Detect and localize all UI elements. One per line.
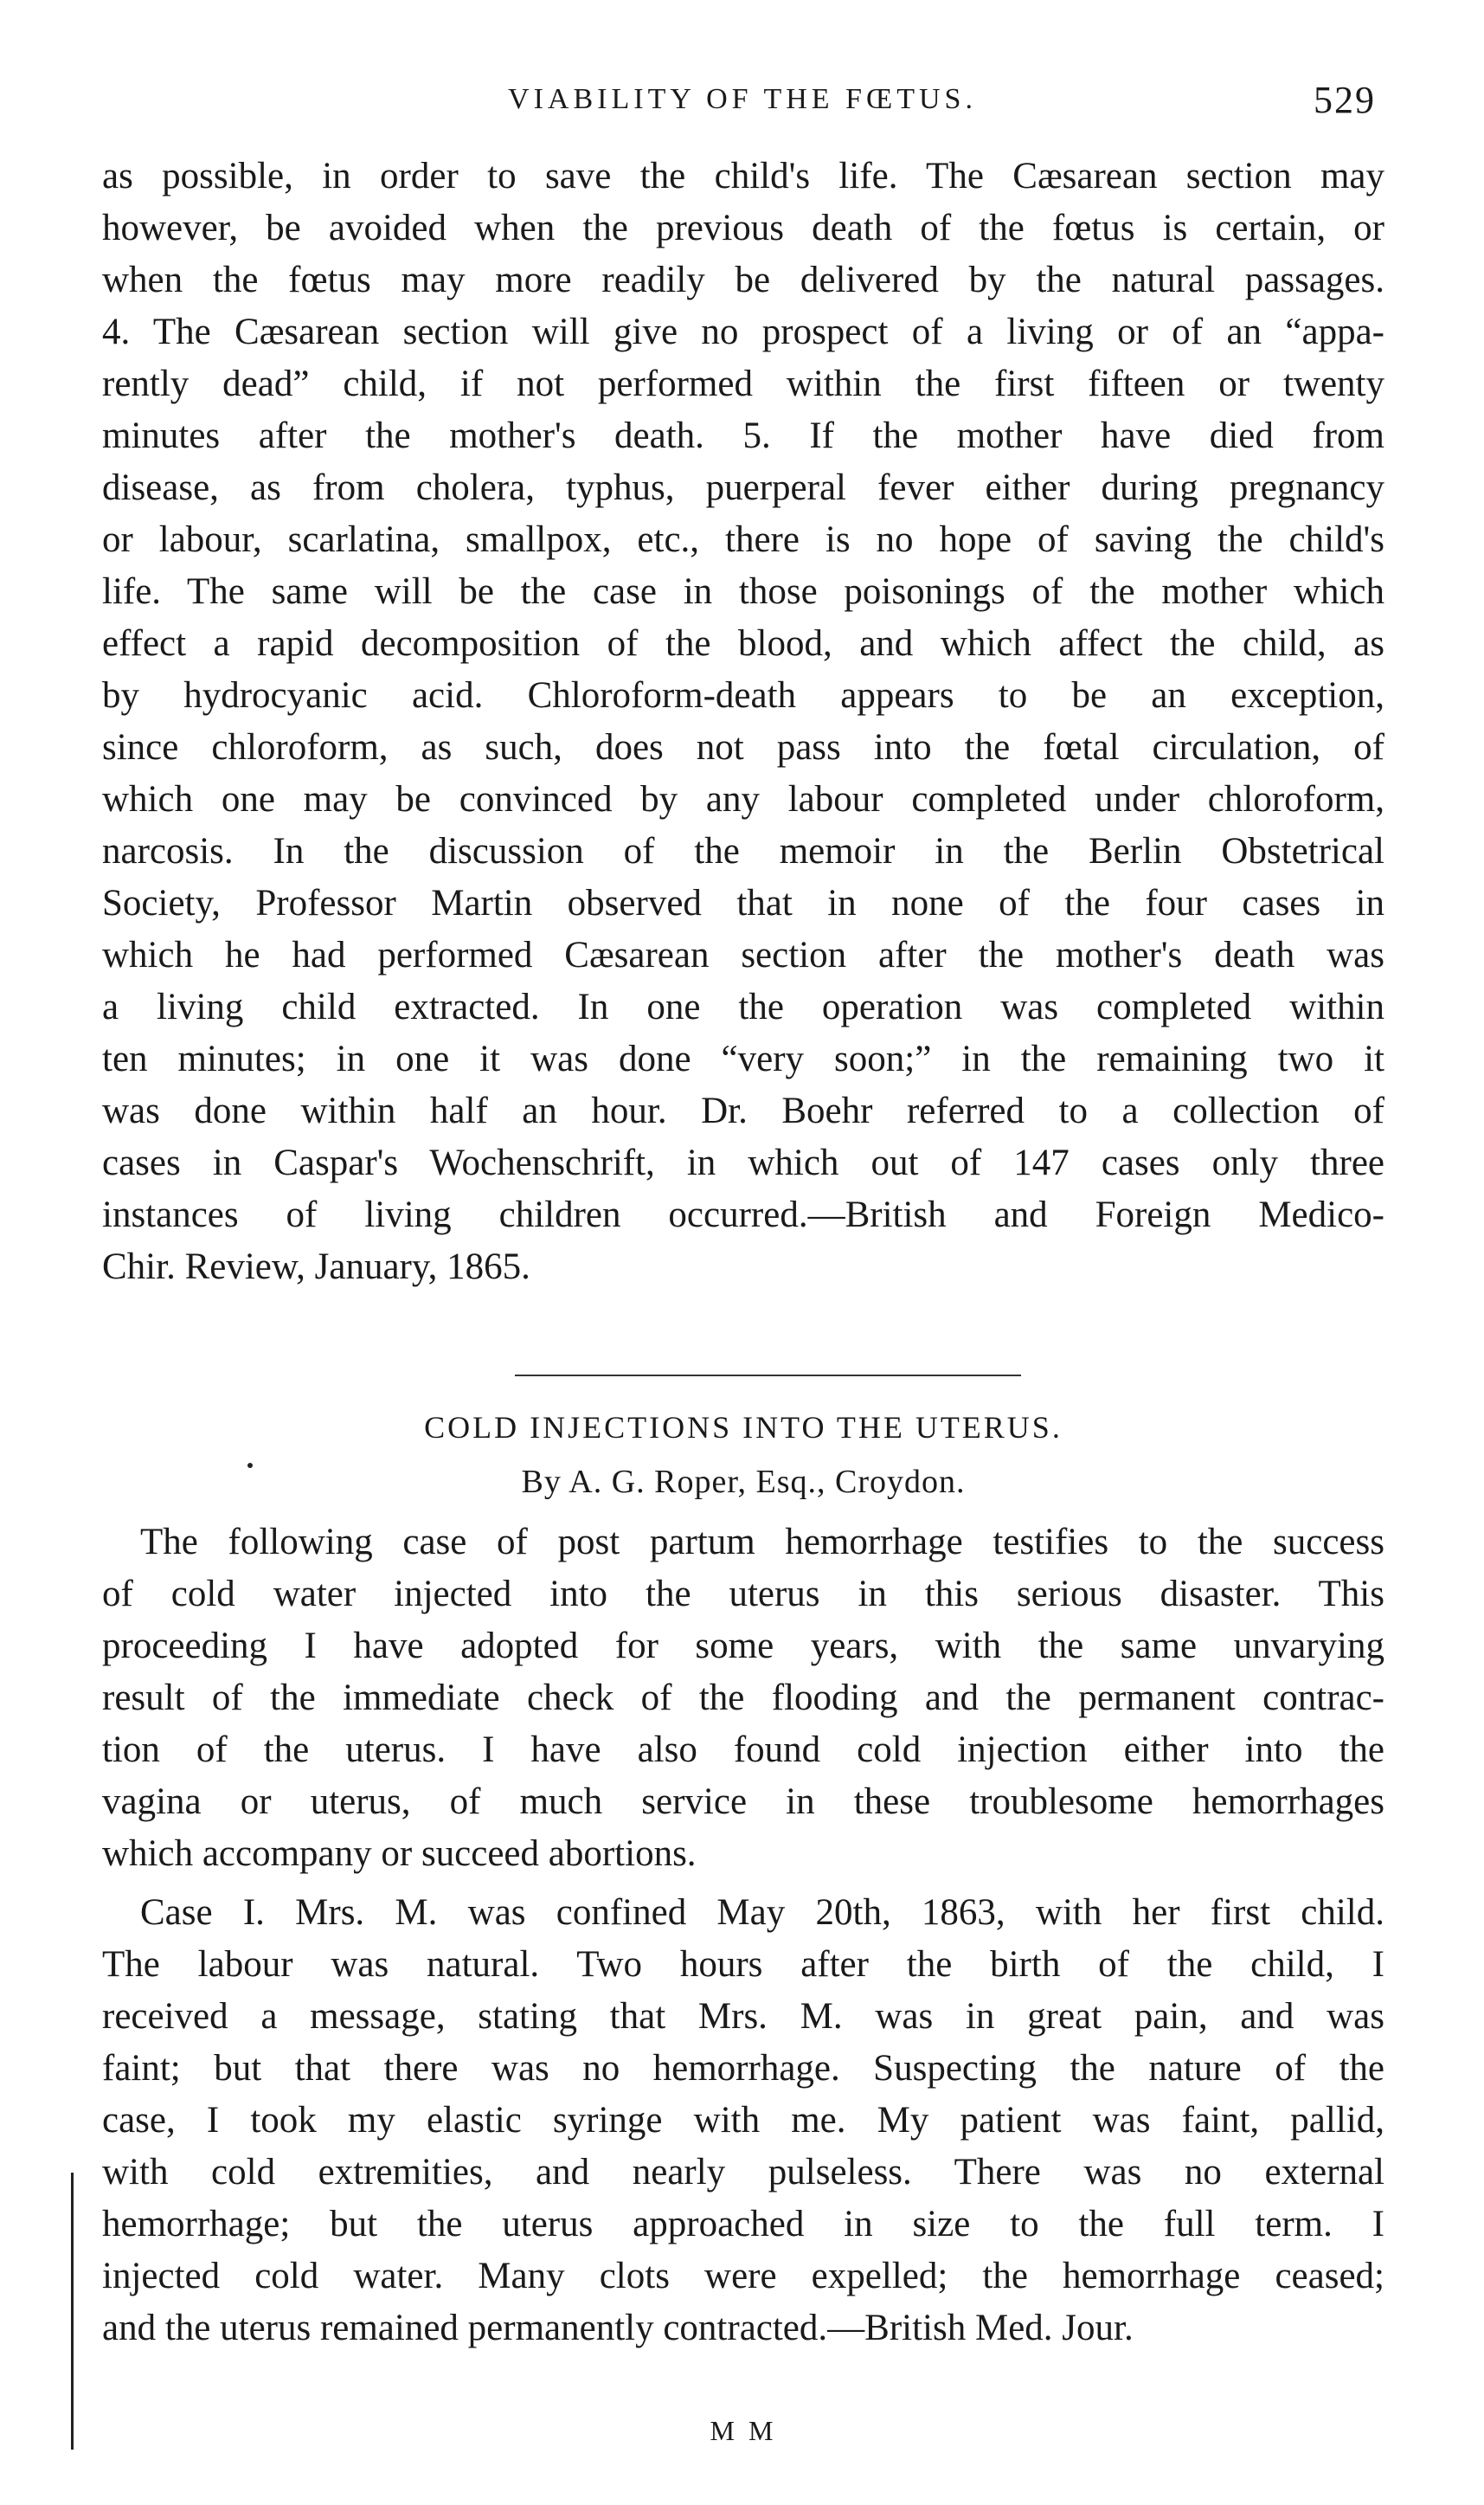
article-cold-injections-para1 [102,1517,1384,1880]
text-line: however, be avoided when the previous death of the fœtus is certain, or [102,208,1384,248]
text-line: ten minutes; in one it was done “very soon;” in the remaining two it [102,1039,1384,1079]
text-line: by hydrocyanic acid. Chloroform-death appears to be an exception, [102,675,1384,716]
page-number: 529 [1314,79,1376,121]
text-line: tion of the uterus. I have also found cold injection either into the [102,1729,1384,1770]
text-line: with cold extremities, and nearly pulseless. There was no external [102,2152,1384,2193]
text-line: a living child extracted. In one the operation was completed within [102,987,1384,1027]
text-line: which accompany or succeed abortions. [102,1833,697,1874]
text-line: 4. The Cæsarean section will give no prospect of a living or of an “appa- [102,312,1384,352]
text-line: instances of living children occurred.—British and Foreign Medico- [102,1195,1384,1235]
text-line: Society, Professor Martin observed that in none of the four cases in [102,883,1384,924]
text-line: when the fœtus may more readily be delivered by the natural passages. [102,260,1384,300]
section-title: COLD INJECTIONS INTO THE UTERUS. [424,1410,1063,1445]
text-line: received a message, stating that Mrs. M. was in great pain, and was [102,1996,1384,2037]
text-line: minutes after the mother's death. 5. If the mother have died from [102,415,1384,456]
article-cold-injections-case1 [102,1887,1384,2354]
text-line: faint; but that there was no hemorrhage. Suspecting the nature of the [102,2048,1384,2089]
text-line: hemorrhage; but the uterus approached in size to the full term. I [102,2204,1384,2244]
signature-mark: M M [710,2415,777,2446]
text-line: Chir. Review, January, 1865. [102,1246,530,1287]
text-line: disease, as from cholera, typhus, puerperal fever either during pregnancy [102,467,1384,508]
text-line: Case I. Mrs. M. was confined May 20th, 1863, with her first child. [140,1892,1384,1933]
text-line: vagina or uterus, of much service in these troublesome hemorrhages [102,1781,1384,1822]
article-viability-text [102,151,1384,1293]
text-line: and the uterus remained permanently contracted.—British Med. Jour. [102,2308,1134,2348]
text-line: injected cold water. Many clots were expelled; the hemorrhage ceased; [102,2256,1384,2296]
text-line: or labour, scarlatina, smallpox, etc., there is no hope of saving the child's [102,519,1384,560]
text-line: The following case of post partum hemorrhage testifies to the success [140,1522,1384,1562]
text-line: cases in Caspar's Wochenschrift, in which out of 147 cases only three [102,1143,1384,1183]
author-byline: By A. G. Roper, Esq., Croydon. [521,1464,966,1500]
text-line: life. The same will be the case in those poisonings of the mother which [102,571,1384,612]
text-line: since chloroform, as such, does not pass into the fœtal circulation, of [102,727,1384,768]
text-line: as possible, in order to save the child's life. The Cæsarean section may [102,156,1384,196]
text-line: of cold water injected into the uterus in this serious disaster. This [102,1574,1384,1614]
text-line: result of the immediate check of the flooding and the permanent contrac- [102,1678,1384,1718]
text-line: narcosis. In the discussion of the memoir in the Berlin Obstetrical [102,831,1384,872]
running-head [102,80,1383,132]
text-line: rently dead” child, if not performed within the first fifteen or twenty [102,364,1384,404]
text-line: The labour was natural. Two hours after the birth of the child, I [102,1944,1384,1985]
text-line: effect a rapid decomposition of the blood, and which affect the child, as [102,623,1384,664]
text-line: which he had performed Cæsarean section after the mother's death was [102,935,1384,976]
text-line: proceeding I have adopted for some years, with the same unvarying [102,1626,1384,1666]
text-line: which one may be convinced by any labour completed under chloroform, [102,779,1384,820]
section-divider [515,1375,1021,1376]
text-line: was done within half an hour. Dr. Boehr referred to a collection of [102,1091,1384,1131]
binding-margin-mark [71,2173,74,2450]
running-title: VIABILITY OF THE FŒTUS. [508,83,977,115]
text-line: case, I took my elastic syringe with me. My patient was faint, pallid, [102,2100,1384,2141]
print-speck [247,1463,253,1468]
